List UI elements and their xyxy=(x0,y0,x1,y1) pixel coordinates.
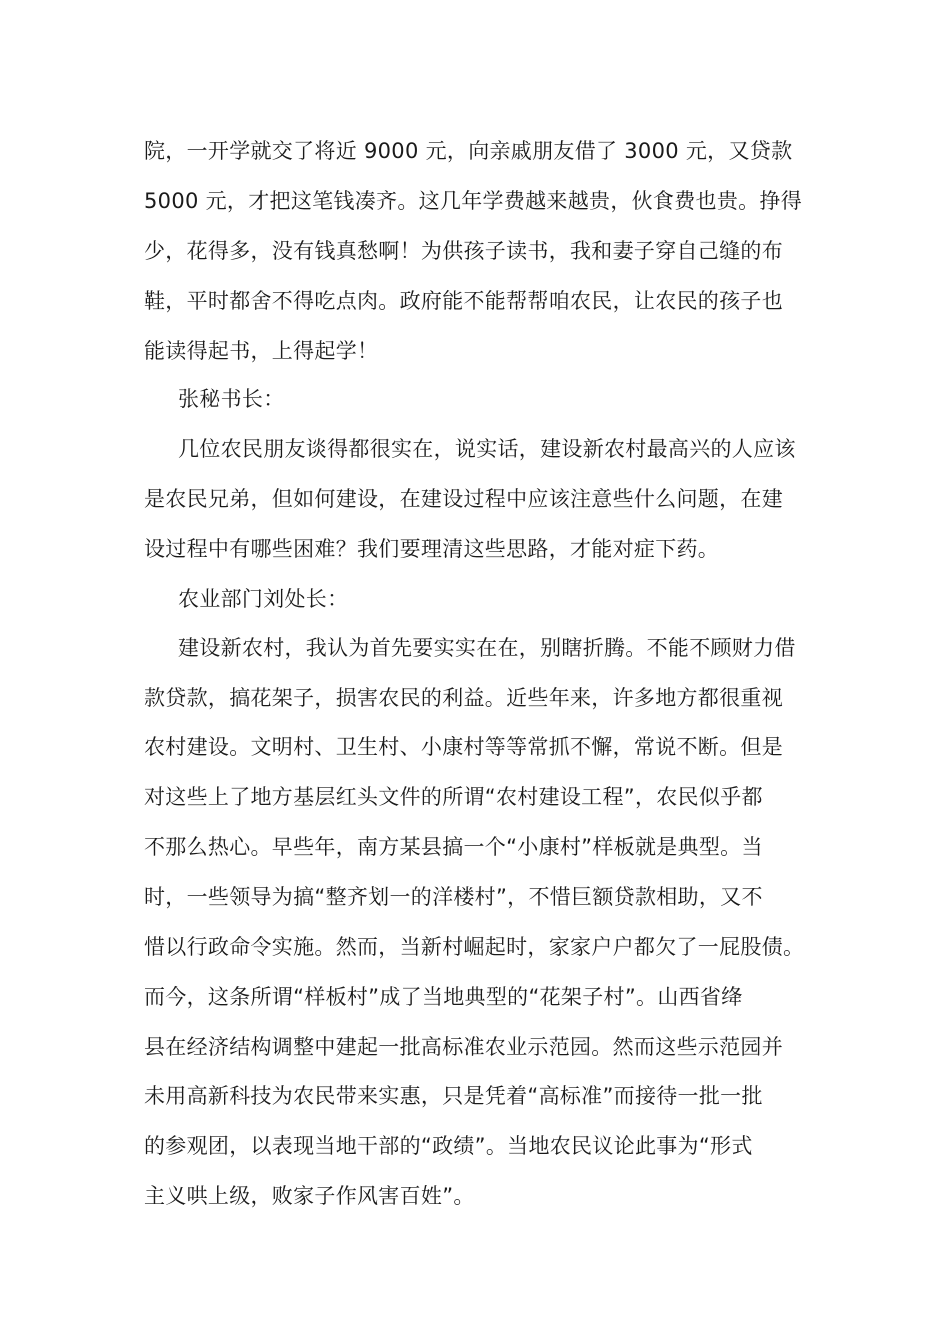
speaker-label: 张秘书长： xyxy=(178,387,285,411)
text-line: 主义哄上级，败家子作风害百姓”。 xyxy=(144,1184,475,1208)
text-line: 设过程中有哪些困难？我们要理清这些思路，才能对症下药。 xyxy=(144,537,720,561)
text-line: 鞋，平时都舍不得吃点肉。政府能不能帮帮咱农民，让农民的孩子也 xyxy=(144,289,783,313)
speaker-label: 农业部门刘处长： xyxy=(178,587,349,611)
text-line: 不那么热心。早些年，南方某县搞一个“小康村”样板就是典型。当 xyxy=(144,835,763,859)
text-line: 县在经济结构调整中建起一批高标准农业示范园。然而这些示范园并 xyxy=(144,1035,783,1059)
text-line: 时，一些领导为搞“整齐划一的洋楼村”，不惜巨额贷款相助，又不 xyxy=(144,885,763,909)
text-line: 几位农民朋友谈得都很实在，说实话，建设新农村最高兴的人应该 xyxy=(178,437,796,461)
text-line: 建设新农村，我认为首先要实实在在，别瞎折腾。不能不顾财力借 xyxy=(178,636,796,660)
text-line: 对这些上了地方基层红头文件的所谓“农村建设工程”，农民似乎都 xyxy=(144,785,763,809)
text-line: 而今，这条所谓“样板村”成了当地典型的“花架子村”。山西省绛 xyxy=(144,985,743,1009)
text-line: 农村建设。文明村、卫生村、小康村等等常抓不懈，常说不断。但是 xyxy=(144,735,783,759)
text-line: 未用高新科技为农民带来实惠，只是凭着“高标准”而接待一批一批 xyxy=(144,1084,763,1108)
text-line: 院，一开学就交了将近 9000 元，向亲戚朋友借了 3000 元，又贷款 xyxy=(144,139,793,163)
text-line: 的参观团，以表现当地干部的“政绩”。当地农民议论此事为“形式 xyxy=(144,1134,753,1158)
text-line: 惜以行政命令实施。然而，当新村崛起时，家家户户都欠了一屁股债。 xyxy=(144,935,805,959)
text-line: 5000 元，才把这笔钱凑齐。这几年学费越来越贵，伙食费也贵。挣得 xyxy=(144,189,803,213)
text-line: 款贷款，搞花架子，损害农民的利益。近些年来，许多地方都很重视 xyxy=(144,686,783,710)
text-line: 少，花得多，没有钱真愁啊！为供孩子读书，我和妻子穿自己缝的布 xyxy=(144,239,783,263)
text-line: 能读得起书，上得起学！ xyxy=(144,339,379,363)
text-line: 是农民兄弟，但如何建设，在建设过程中应该注意些什么问题，在建 xyxy=(144,487,783,511)
